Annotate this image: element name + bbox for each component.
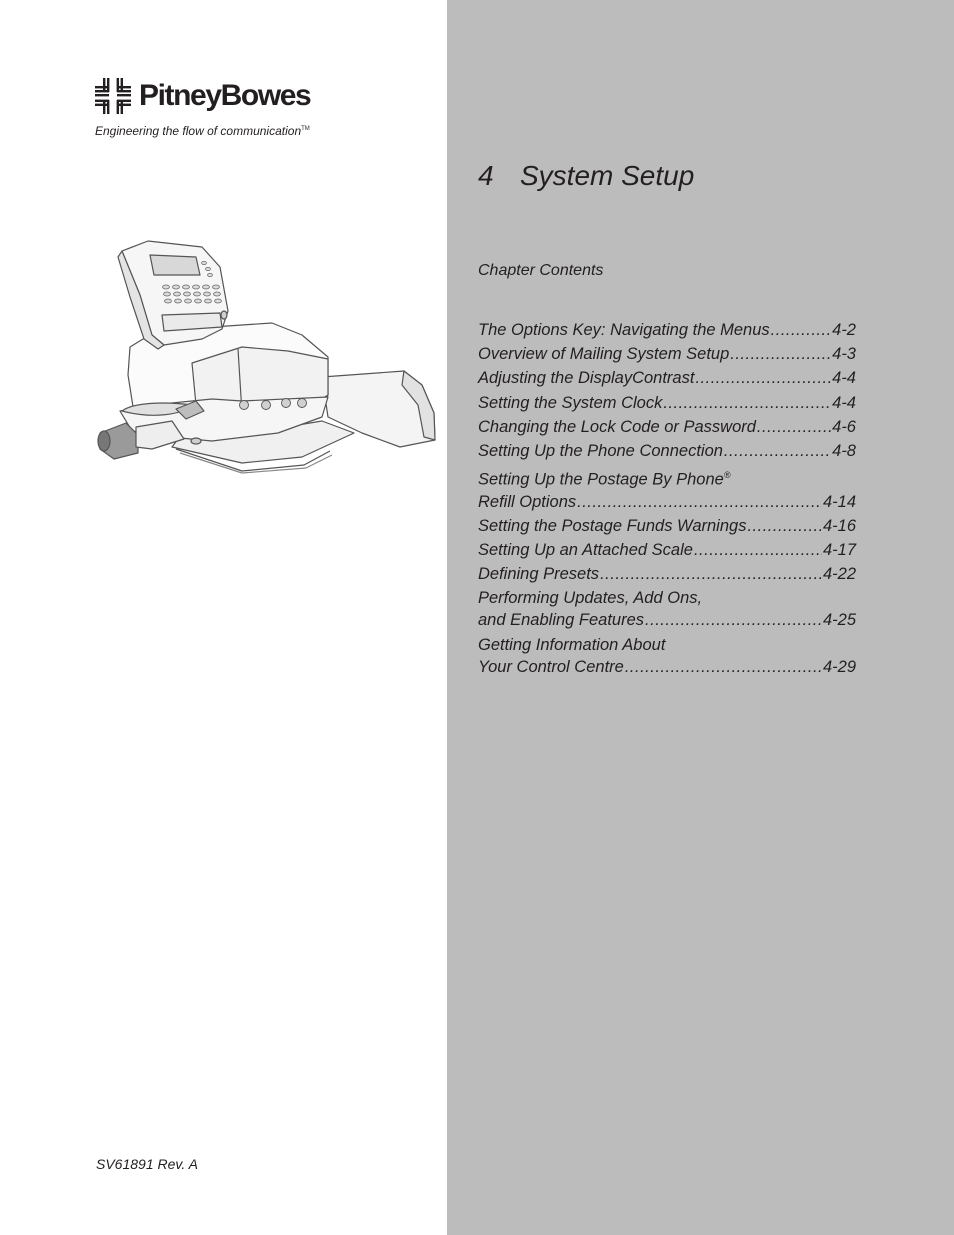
brand-name: PitneyBowes: [139, 79, 311, 112]
toc-entry-control-centre[interactable]: [478, 634, 856, 678]
tagline-text: Engineering the flow of communication: [95, 124, 302, 138]
toc-entry-options-key[interactable]: [478, 319, 856, 341]
chapter-contents-label: Chapter Contents: [478, 262, 604, 279]
toc-leader-dots: [600, 563, 822, 585]
toc-title: Refill Options: [478, 492, 577, 511]
toc-leader-dots: [757, 416, 831, 438]
toc-title: Setting Up the Phone Connection: [478, 441, 723, 460]
toc-page: 4-22: [822, 565, 856, 584]
toc-page: 4-8: [832, 441, 856, 460]
brand-tagline: [95, 124, 310, 138]
toc-page: 4-25: [822, 611, 856, 630]
trademark-mark: TM: [301, 126, 310, 132]
toc-leader-dots: [695, 367, 831, 389]
toc-entry-attached-scale[interactable]: [478, 539, 856, 561]
toc-leader-dots: [577, 491, 822, 513]
toc-title: Adjusting the DisplayContrast: [478, 369, 695, 388]
toc-title: Overview of Mailing System Setup: [478, 345, 730, 364]
toc-title-line1: Getting Information About: [478, 635, 666, 654]
toc-title: Defining Presets: [478, 565, 600, 584]
toc-entry-lock-code[interactable]: [478, 416, 856, 438]
toc-leader-dots: [771, 319, 831, 341]
document-number: SV61891 Rev. A: [96, 1156, 198, 1172]
toc-leader-dots: [730, 343, 831, 365]
toc-title-line1: Setting Up the Postage By Phone: [478, 470, 724, 489]
chapter-title: System Setup: [520, 160, 695, 191]
toc-page: 4-4: [832, 393, 856, 412]
toc-leader-dots: [663, 392, 831, 414]
table-of-contents: [478, 319, 856, 680]
toc-title: Changing the Lock Code or Password: [478, 417, 756, 436]
toc-entry-system-clock[interactable]: [478, 392, 856, 414]
mailing-machine-illustration: [92, 235, 438, 477]
toc-title: The Options Key: Navigating the Menus: [478, 321, 770, 339]
toc-entry-phone-connection[interactable]: [478, 440, 856, 462]
toc-title: Setting Up an Attached Scale: [478, 541, 693, 559]
toc-leader-dots: [724, 440, 831, 462]
chapter-heading: [478, 160, 694, 192]
toc-page: 4-3: [832, 345, 856, 364]
toc-entry-display-contrast[interactable]: [478, 367, 856, 389]
left-column: [0, 0, 447, 1235]
toc-leader-dots: [645, 609, 822, 631]
toc-entry-updates[interactable]: [478, 587, 856, 631]
toc-page: 4-2: [832, 321, 856, 339]
toc-title: and Enabling Features: [478, 611, 645, 630]
toc-page: 4-17: [822, 541, 856, 559]
toc-entry-funds-warnings[interactable]: [478, 515, 856, 537]
toc-leader-dots: [625, 656, 822, 678]
toc-entry-presets[interactable]: [478, 563, 856, 585]
toc-title: Your Control Centre: [478, 657, 624, 676]
toc-title: Setting the System Clock: [478, 393, 663, 412]
toc-entry-overview[interactable]: [478, 343, 856, 365]
toc-leader-dots: [694, 539, 822, 561]
toc-entry-postage-by-phone[interactable]: [478, 464, 856, 513]
toc-page: 4-4: [832, 369, 856, 388]
toc-leader-dots: [747, 515, 822, 537]
toc-page: 4-29: [822, 657, 856, 676]
toc-page: 4-14: [822, 492, 856, 511]
chapter-number: 4: [478, 160, 494, 191]
registered-mark: ®: [723, 470, 731, 481]
toc-title-line1: Performing Updates, Add Ons,: [478, 589, 703, 608]
toc-title: Setting the Postage Funds Warnings: [478, 516, 747, 535]
pitney-bowes-logo: [95, 78, 310, 114]
toc-page: 4-6: [832, 417, 856, 436]
toc-page: 4-16: [822, 516, 856, 535]
pitney-bowes-emblem-icon: [95, 78, 131, 114]
